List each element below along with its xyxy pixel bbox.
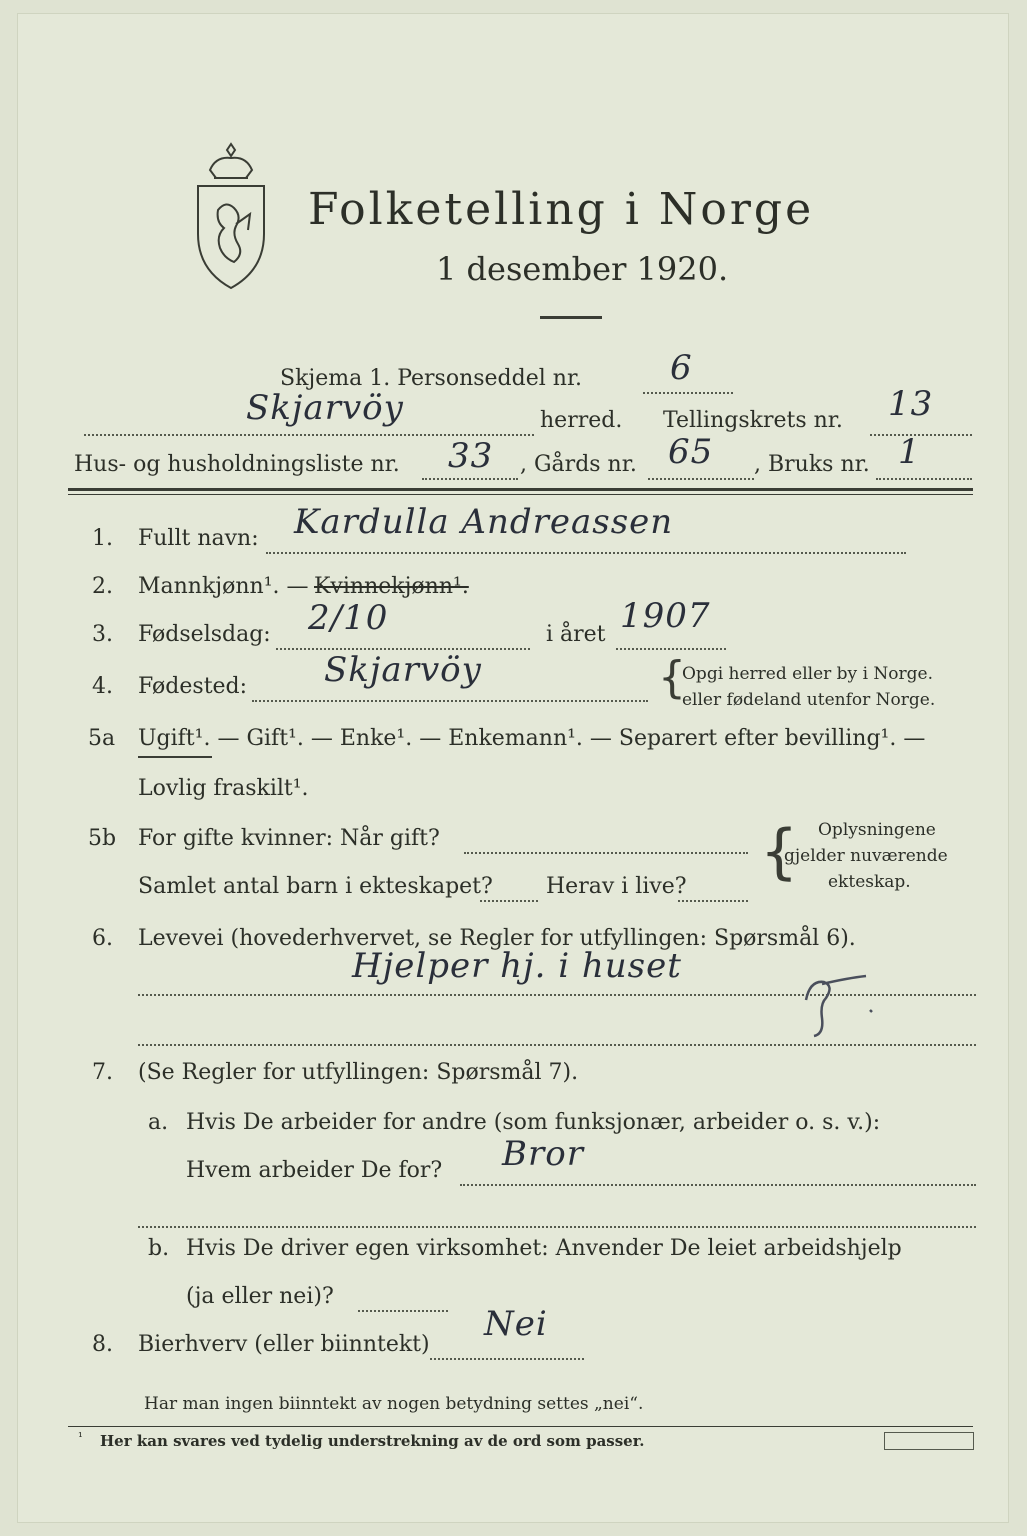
q5b-number: 5b: [88, 826, 117, 851]
q6-label: Levevei (hovederhvervet, se Regler for utfyllingen: Spørsmål 6).: [138, 926, 856, 951]
tellingskrets-dots: [870, 434, 972, 436]
q1-label: Fullt navn:: [138, 526, 259, 551]
header-rule-bottom: [68, 494, 973, 495]
q7a-text: Hvis De arbeider for andre (som funksjonær, arbeider o. s. v.):: [186, 1110, 881, 1135]
q4-note-1: Opgi herred eller by i Norge.: [682, 664, 933, 684]
skjema-label: Skjema 1. Personseddel nr.: [280, 366, 583, 391]
hus-value[interactable]: 33: [448, 436, 494, 476]
alive-label: Herav i live?: [546, 874, 687, 899]
alive-dots: [678, 900, 748, 902]
herred-value[interactable]: Skjarvöy: [246, 388, 404, 428]
q7-label: (Se Regler for utfyllingen: Spørsmål 7).: [138, 1060, 579, 1085]
q4-number: 4.: [92, 674, 113, 699]
full-name-value[interactable]: Kardulla Andreassen: [294, 502, 674, 542]
q7b-text: Hvis De driver egen virksomhet: Anvender De leiet arbeidshjelp: [186, 1236, 902, 1261]
gender-male[interactable]: Mannkjønn¹. —: [138, 574, 309, 599]
q7a-dots: [460, 1184, 976, 1186]
herred-label: herred.: [540, 408, 623, 433]
q1-number: 1.: [92, 526, 113, 551]
q4-note-2: eller fødeland utenfor Norge.: [682, 690, 936, 710]
tellingskrets-value[interactable]: 13: [888, 384, 934, 424]
header-rule-top: [68, 488, 973, 491]
coat-of-arms-icon: [190, 140, 272, 292]
q7a-dots-2: [138, 1226, 976, 1228]
q8-label: Bierhverv (eller biinntekt): [138, 1332, 430, 1357]
birthplace-value[interactable]: Skjarvöy: [324, 650, 482, 690]
gards-label: , Gårds nr.: [520, 452, 637, 477]
q3-number: 3.: [92, 622, 113, 647]
q5a-number: 5a: [88, 726, 116, 751]
q6-number: 6.: [92, 926, 113, 951]
q5b-bracket: {: [760, 817, 799, 887]
married-when-dots: [464, 852, 748, 854]
census-form: [18, 14, 1008, 1522]
skjema-dots: [643, 392, 733, 394]
q5b-note-2: gjelder nuværende: [784, 846, 948, 866]
footnote-mark: ¹: [78, 1430, 83, 1444]
q7b-dots: [358, 1310, 448, 1312]
year-dots: [616, 648, 726, 650]
q5b-note-1: Oplysningene: [818, 820, 936, 840]
tellingskrets-label: Tellingskrets nr.: [663, 408, 843, 433]
form-date: 1 desember 1920.: [436, 250, 729, 288]
q4-bracket: {: [658, 652, 686, 703]
year-label: i året: [546, 622, 606, 647]
ugift-underline: [138, 756, 212, 758]
q7-number: 7.: [92, 1060, 113, 1085]
q2-number: 2.: [92, 574, 113, 599]
q8-dots: [430, 1358, 584, 1360]
birthdate-value[interactable]: 2/10: [308, 598, 389, 638]
q1-dots: [266, 552, 906, 554]
q8-number: 8.: [92, 1332, 113, 1357]
q4-label: Fødested:: [138, 674, 248, 699]
occupation-value[interactable]: Hjelper hj. i huset: [352, 946, 682, 986]
birth-year-value[interactable]: 1907: [620, 596, 711, 636]
skjema-value[interactable]: 6: [670, 348, 693, 388]
printer-stamp: [884, 1432, 974, 1450]
q5b-note-3: ekteskap.: [828, 872, 911, 892]
gards-value[interactable]: 65: [668, 432, 714, 472]
q7a-question: Hvem arbeider De for?: [186, 1158, 443, 1183]
hus-dots: [422, 478, 518, 480]
gender-female[interactable]: Kvinnekjønn¹.: [314, 574, 469, 599]
checkmark-icon: [800, 970, 880, 1040]
bruks-dots: [876, 478, 972, 480]
q6-dots-2: [138, 1044, 976, 1046]
children-dots: [480, 900, 538, 902]
footer-rule: [68, 1426, 973, 1427]
q7a-letter: a.: [148, 1110, 169, 1135]
footer-note: Har man ingen biinntekt av nogen betydning settes „nei“.: [144, 1394, 644, 1414]
bruks-label: , Bruks nr.: [754, 452, 870, 477]
footnote: Her kan svares ved tydelig understrekning av de ord som passer.: [100, 1432, 645, 1450]
q7b-question: (ja eller nei)?: [186, 1284, 334, 1309]
married-when-label: For gifte kvinner: Når gift?: [138, 826, 440, 851]
q4-dots: [252, 700, 648, 702]
bruks-value[interactable]: 1: [898, 432, 921, 472]
q3-label: Fødselsdag:: [138, 622, 271, 647]
employer-value[interactable]: Bror: [502, 1134, 584, 1174]
q7b-letter: b.: [148, 1236, 170, 1261]
title-divider: [540, 316, 602, 319]
marital-status-options[interactable]: Ugift¹. — Gift¹. — Enke¹. — Enkemann¹. — Separert efter bevilling¹. —: [138, 726, 926, 751]
gards-dots: [648, 478, 754, 480]
side-income-value[interactable]: Nei: [484, 1304, 548, 1344]
children-label: Samlet antal barn i ekteskapet?: [138, 874, 493, 899]
hus-label: Hus- og husholdningsliste nr.: [74, 452, 400, 477]
form-title: Folketelling i Norge: [308, 184, 815, 235]
marital-status-options-2[interactable]: Lovlig fraskilt¹.: [138, 776, 309, 801]
